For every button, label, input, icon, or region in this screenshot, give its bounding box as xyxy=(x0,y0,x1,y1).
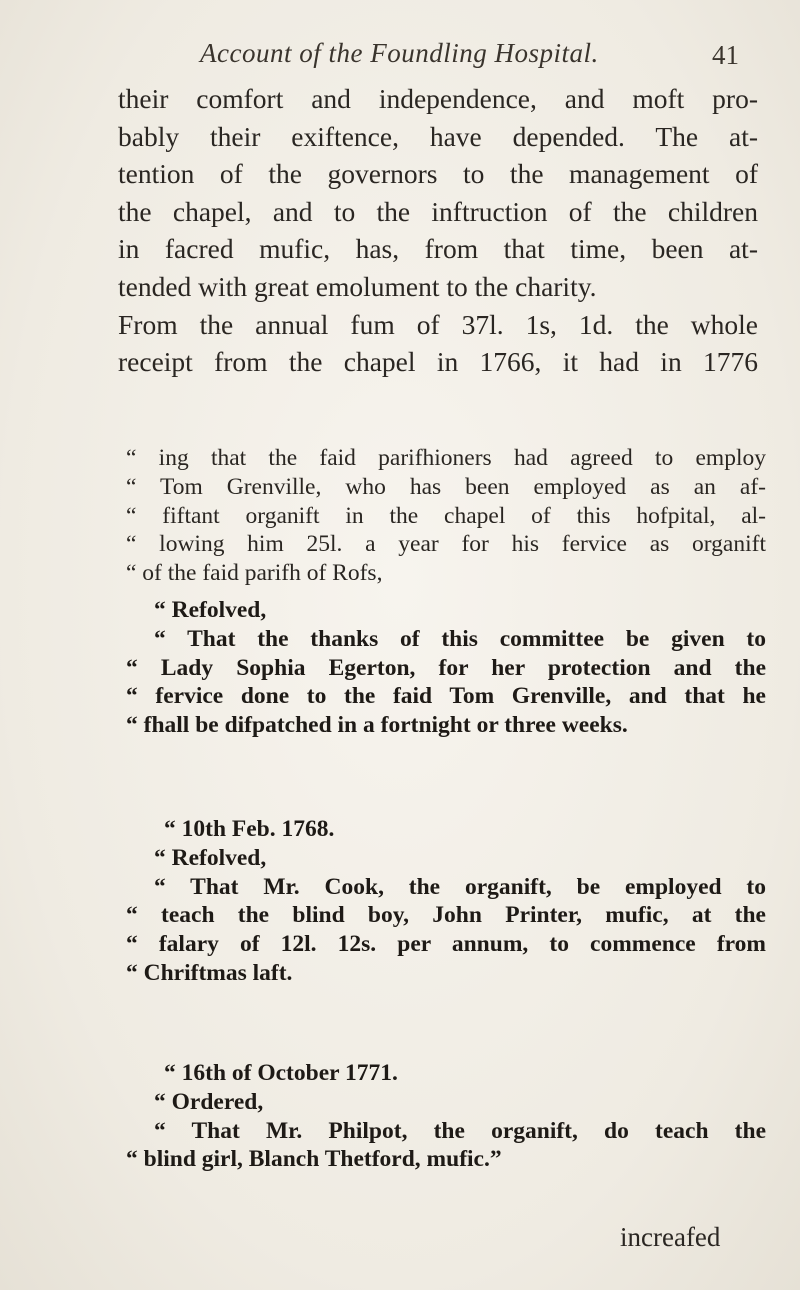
quote-line: “ fervice done to the faid Tom Grenville, and that he xyxy=(126,683,766,710)
quote-line: “ of the faid parifh of Rofs, xyxy=(126,560,383,587)
quote-line: “ Refolved, xyxy=(154,597,267,623)
quote-line: “ lowing him 25l. a year for his fervice as organift xyxy=(126,531,766,558)
quote-line: “ That Mr. Philpot, the organift, do teach the xyxy=(154,1117,766,1144)
text-line: tended with great emolument to the charity. xyxy=(118,270,597,302)
text-line: tention of the governors to the management of xyxy=(118,158,758,190)
quote-line: “ 16th of October 1771. xyxy=(164,1060,398,1086)
quote-line: “ teach the blind boy, John Printer, mufic, at the xyxy=(126,902,766,929)
text-line: From the annual fum of 37l. 1s, 1d. the whole xyxy=(118,308,758,340)
quoted-resolution-3 xyxy=(126,815,766,988)
quote-line: “ fiftant organift in the chapel of this hofpital, al- xyxy=(126,502,766,529)
quote-line: “ fhall be difpatched in a fortnight or three weeks. xyxy=(126,712,628,739)
quote-line: “ 10th Feb. 1768. xyxy=(164,816,335,842)
quote-line: “ Refolved, xyxy=(154,844,267,871)
quote-line: “ Tom Grenville, who has been employed as an af- xyxy=(126,473,766,500)
quoted-resolution-4 xyxy=(126,1059,766,1174)
page-number: 41 xyxy=(712,40,739,70)
quoted-resolution-2 xyxy=(126,596,766,740)
text-line: in facred mufic, has, from that time, been at- xyxy=(118,233,758,265)
quote-line: “ That the thanks of this committee be given to xyxy=(154,625,766,652)
main-paragraph xyxy=(118,80,758,381)
quoted-resolution-1 xyxy=(126,444,766,588)
text-line: the chapel, and to the inftruction of the children xyxy=(118,195,758,227)
quote-line: “ blind girl, Blanch Thetford, mufic.” xyxy=(126,1146,502,1173)
quote-line: “ That Mr. Cook, the organift, be employed to xyxy=(154,873,766,900)
catchword: increafed xyxy=(620,1222,721,1252)
quote-line: “ falary of 12l. 12s. per annum, to commence from xyxy=(126,931,766,958)
text-line: bably their exiftence, have depended. The at- xyxy=(118,120,758,152)
text-line: their comfort and independence, and moft pro- xyxy=(118,83,758,114)
text-line: receipt from the chapel in 1766, it had in 1776 xyxy=(118,346,758,378)
quote-line: “ Ordered, xyxy=(154,1088,264,1115)
running-title: Account of the Foundling Hospital. xyxy=(200,38,599,68)
quote-line: “ Chriftmas laft. xyxy=(126,959,293,986)
quote-line: “ ing that the faid parifhioners had agreed to employ xyxy=(126,445,766,471)
quote-line: “ Lady Sophia Egerton, for her protection and the xyxy=(126,654,766,681)
